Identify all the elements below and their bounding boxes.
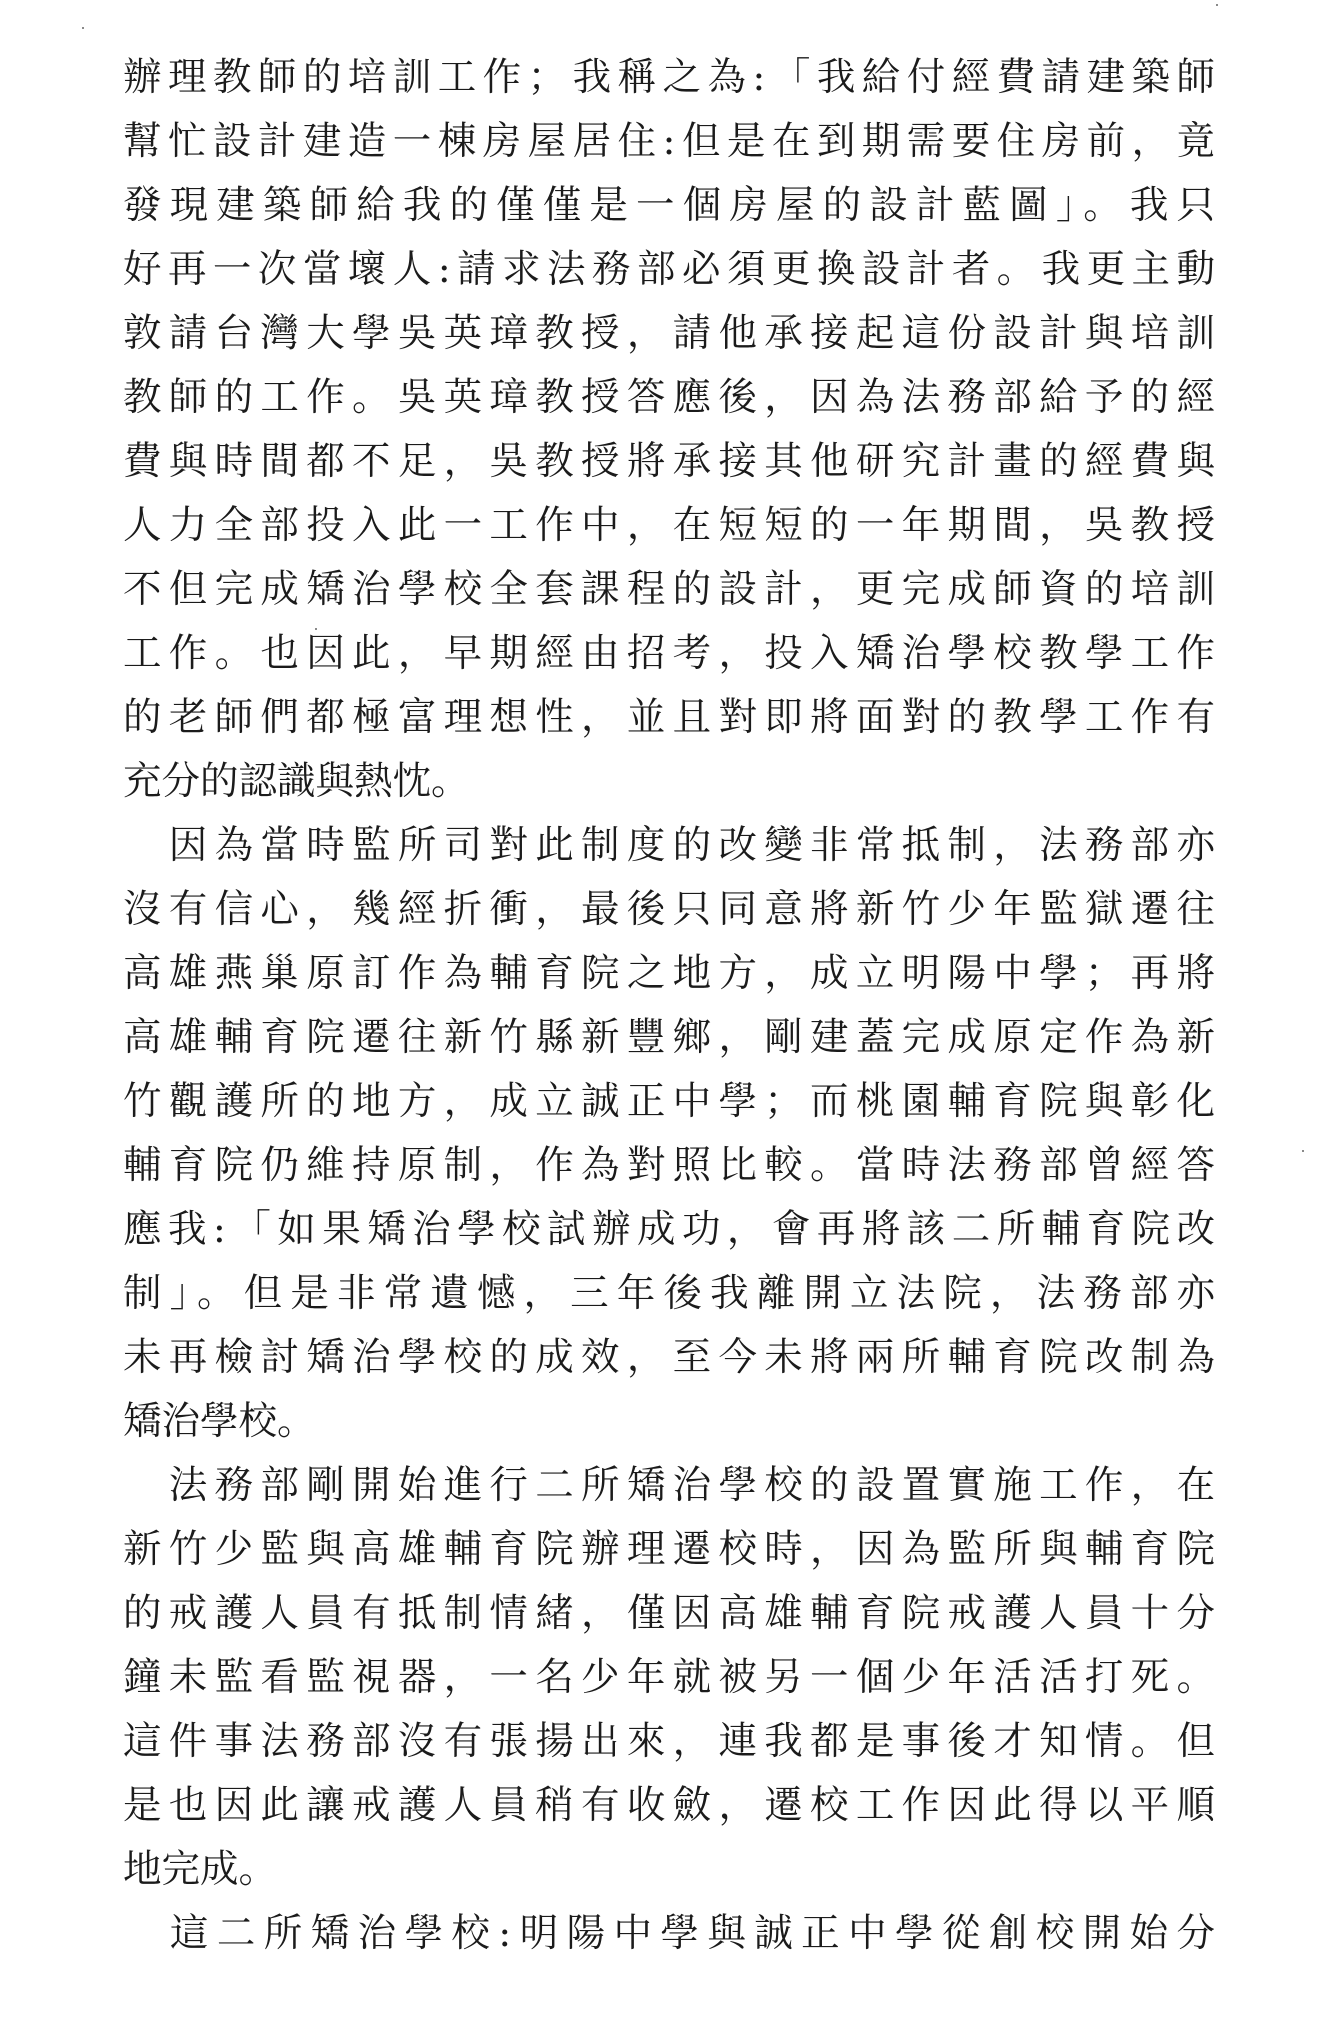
paragraph-start-line: 這二所矯治學校:明陽中學與誠正中學從創校開始分 — [123, 1911, 1215, 1956]
text-line: 高雄輔育院遷往新竹縣新豐鄉，剛建蓋完成原定作為新 — [123, 1015, 1215, 1060]
text-line: 的戒護人員有抵制情緒，僅因高雄輔育院戒護人員十分 — [123, 1591, 1215, 1636]
text-line: 辦理教師的培訓工作；我稱之為:「我給付經費請建築師 — [123, 55, 1215, 100]
paragraph-end-line: 充分的認識與熱忱。 — [123, 759, 470, 804]
text-line: 教師的工作。吳英璋教授答應後，因為法務部給予的經 — [123, 375, 1215, 420]
text-line: 未再檢討矯治學校的成效，至今未將兩所輔育院改制為 — [123, 1335, 1215, 1380]
text-line: 應我:「如果矯治學校試辦成功，會再將該二所輔育院改 — [123, 1207, 1215, 1252]
text-line: 工作。也因此，早期經由招考，投入矯治學校教學工作 — [123, 631, 1215, 676]
text-line: 這件事法務部沒有張揚出來，連我都是事後才知情。但 — [123, 1719, 1215, 1764]
text-line: 的老師們都極富理想性，並且對即將面對的教學工作有 — [123, 695, 1215, 740]
text-line: 新竹少監與高雄輔育院辦理遷校時，因為監所與輔育院 — [123, 1527, 1215, 1572]
body-text — [123, 46, 1215, 1966]
text-line: 人力全部投入此一工作中，在短短的一年期間，吳教授 — [123, 503, 1215, 548]
text-line: 費與時間都不足，吳教授將承接其他研究計畫的經費與 — [123, 439, 1215, 484]
paragraph-end-line: 矯治學校。 — [123, 1399, 316, 1444]
scan-speck — [1302, 1150, 1304, 1152]
text-line: 沒有信心，幾經折衝，最後只同意將新竹少年監獄遷往 — [123, 887, 1215, 932]
text-line: 竹觀護所的地方，成立誠正中學；而桃園輔育院與彰化 — [123, 1079, 1215, 1124]
scan-speck — [1216, 4, 1218, 6]
paragraph-start-line: 法務部剛開始進行二所矯治學校的設置實施工作，在 — [123, 1463, 1215, 1508]
text-line: 制」。但是非常遺憾，三年後我離開立法院，法務部亦 — [123, 1271, 1215, 1316]
scan-speck — [82, 27, 84, 29]
text-line: 高雄燕巢原訂作為輔育院之地方，成立明陽中學；再將 — [123, 951, 1215, 996]
paragraph-end-line: 地完成。 — [123, 1847, 278, 1892]
text-line: 幫忙設計建造一棟房屋居住:但是在到期需要住房前，竟 — [123, 119, 1215, 164]
text-line: 好再一次當壞人:請求法務部必須更換設計者。我更主動 — [123, 247, 1215, 292]
paragraph-start-line: 因為當時監所司對此制度的改變非常抵制，法務部亦 — [123, 823, 1215, 868]
text-line: 發現建築師給我的僅僅是一個房屋的設計藍圖」。我只 — [123, 183, 1215, 228]
text-line: 鐘未監看監視器，一名少年就被另一個少年活活打死。 — [123, 1655, 1215, 1700]
text-line: 輔育院仍維持原制，作為對照比較。當時法務部曾經答 — [123, 1143, 1215, 1188]
text-line: 敦請台灣大學吳英璋教授，請他承接起這份設計與培訓 — [123, 311, 1215, 356]
text-line: 不但完成矯治學校全套課程的設計，更完成師資的培訓 — [123, 567, 1215, 612]
text-line: 是也因此讓戒護人員稍有收斂，遷校工作因此得以平順 — [123, 1783, 1215, 1828]
